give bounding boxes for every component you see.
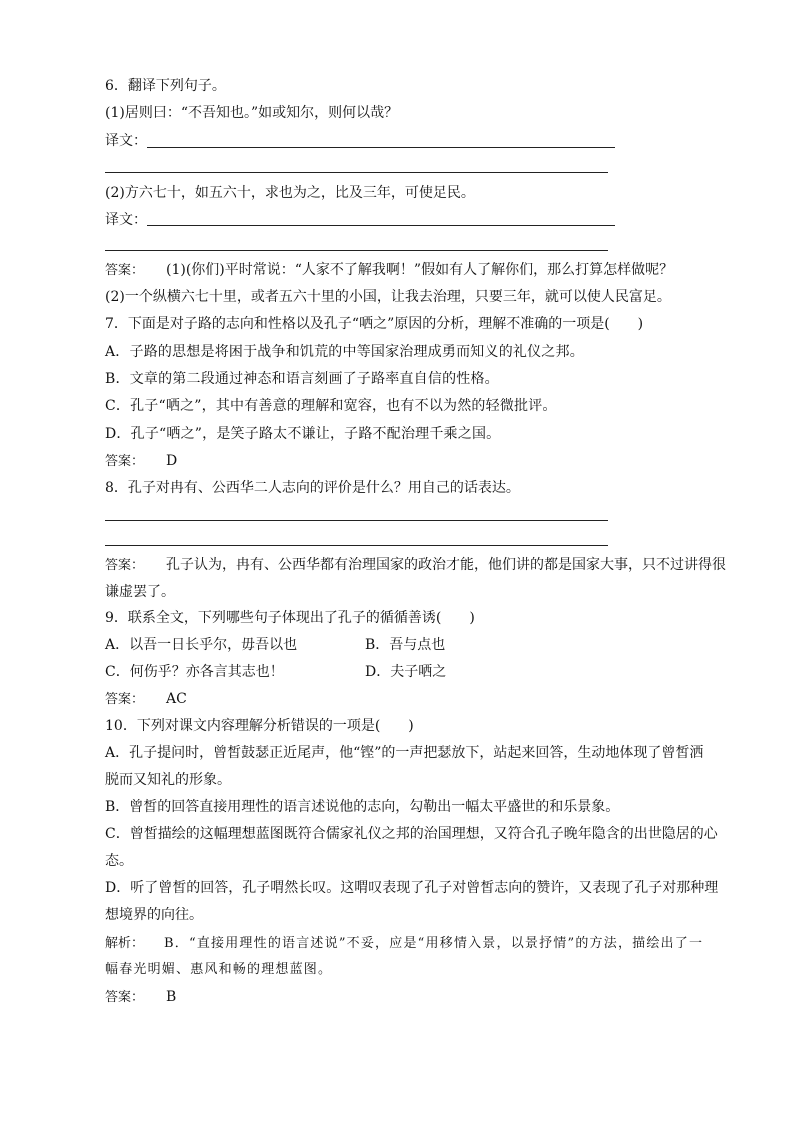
q6-answer-line-2b (105, 250, 608, 251)
answer-label: 答案： (105, 263, 145, 278)
answer-label: 答案： (105, 558, 145, 573)
q10-analysis (105, 933, 703, 954)
q6-title: 6．翻译下列句子。 (105, 78, 226, 94)
q8-title: 8．孔子对冉有、公西华二人志向的评价是什么？用自己的话表达。 (105, 480, 520, 496)
q10-title: 10．下列对课文内容理解分析错误的一项是( ) (105, 718, 414, 734)
q7-option-a: A．子路的思想是将困于战争和饥荒的中等国家治理成勇而知义的礼仪之邦。 (105, 344, 584, 360)
q10-option-a-line2: 脱而又知礼的形象。 (105, 772, 231, 788)
q6-answer-1: (1)(你们)平时常说：“人家不了解我啊！”假如有人了解你们，那么打算怎样做呢？ (166, 262, 674, 278)
q6-answer-line-1a (147, 147, 615, 148)
q9-option-b: B．吾与点也 (365, 637, 446, 653)
q10-option-c-line2: 态。 (105, 853, 133, 869)
q10-option-a-line1: A．孔子提问时，曾皙鼓瑟正近尾声，他“铿”的一声把瑟放下，站起来回答，生动地体现了曾皙洒 (105, 745, 704, 761)
q6-blank-label-1: 译文： (105, 133, 147, 149)
q10-analysis-line1: B．“直接用理性的语言述说”不妥，应是“用移情入景，以景抒情”的方法，描绘出了一 (164, 936, 704, 951)
analysis-label: 解析： (105, 936, 145, 951)
q10-answer (105, 987, 176, 1008)
q7-option-c: C．孔子“哂之”，其中有善意的理解和宽容，也有不以为然的轻微批评。 (105, 398, 557, 414)
q10-option-c-line1: C．曾皙描绘的这幅理想蓝图既符合儒家礼仪之邦的治国理想，又符合孔子晚年隐含的出世隐居的心 (105, 826, 718, 842)
q6-answer-line-1b (105, 172, 608, 173)
q7-option-b: B．文章的第二段通过神态和语言刻画了子路率直自信的性格。 (105, 371, 499, 387)
q10-answer-value: B (166, 989, 177, 1005)
answer-label: 答案： (105, 454, 145, 469)
q7-answer-value: D (166, 453, 178, 469)
q10-option-d-line1: D．听了曾皙的回答，孔子喟然长叹。这喟叹表现了孔子对曾皙志向的赞许，又表现了孔子对那种理 (105, 880, 719, 896)
q8-answer-line-1 (105, 520, 608, 521)
q6-blank-label-2: 译文： (105, 212, 147, 228)
q10-option-b: B．曾皙的回答直接用理性的语言述说他的志向，勾勒出一幅太平盛世的和乐景象。 (105, 799, 620, 815)
q8-answer-line1: 孔子认为，冉有、公西华都有治理国家的政治才能，他们讲的都是国家大事，只不过讲得很 (166, 557, 727, 573)
answer-label: 答案： (105, 990, 145, 1005)
q9-option-a: A．以吾一日长乎尔，毋吾以也 (105, 637, 298, 653)
q6-answer-2: (2)一个纵横六七十里，或者五六十里的小国，让我去治理，只要三年，就可以使人民富足。 (105, 289, 671, 305)
q9-answer (105, 689, 187, 710)
q6-sentence-2: (2)方六七十，如五六十，求也为之，比及三年，可使足民。 (105, 185, 475, 201)
q7-title: 7．下面是对子路的志向和性格以及孔子“哂之”原因的分析，理解不准确的一项是( ) (105, 316, 644, 332)
q9-option-c: C．何伤乎？亦各言其志也！ (105, 664, 284, 680)
q8-answer-line2: 谦虚罢了。 (105, 584, 175, 600)
q7-answer (105, 451, 177, 472)
q6-sentence-1: (1)居则曰：“不吾知也。”如或知尔，则何以哉？ (105, 105, 399, 121)
q10-analysis-line2: 幅春光明媚、惠风和畅的理想蓝图。 (105, 962, 333, 977)
q8-answer-line-2 (105, 545, 608, 546)
q10-option-d-line2: 想境界的向往。 (105, 907, 203, 923)
q6-answer-line-2a (147, 225, 615, 226)
q9-answer-value: AC (166, 691, 187, 707)
q9-title: 9．联系全文，下列哪些句子体现出了孔子的循循善诱( ) (105, 610, 475, 626)
q8-answer (105, 555, 726, 576)
q6-answer (105, 260, 673, 281)
q9-option-d: D．夫子哂之 (365, 664, 447, 680)
answer-label: 答案： (105, 692, 145, 707)
q7-option-d: D．孔子“哂之”，是笑子路太不谦让，子路不配治理千乘之国。 (105, 426, 501, 442)
